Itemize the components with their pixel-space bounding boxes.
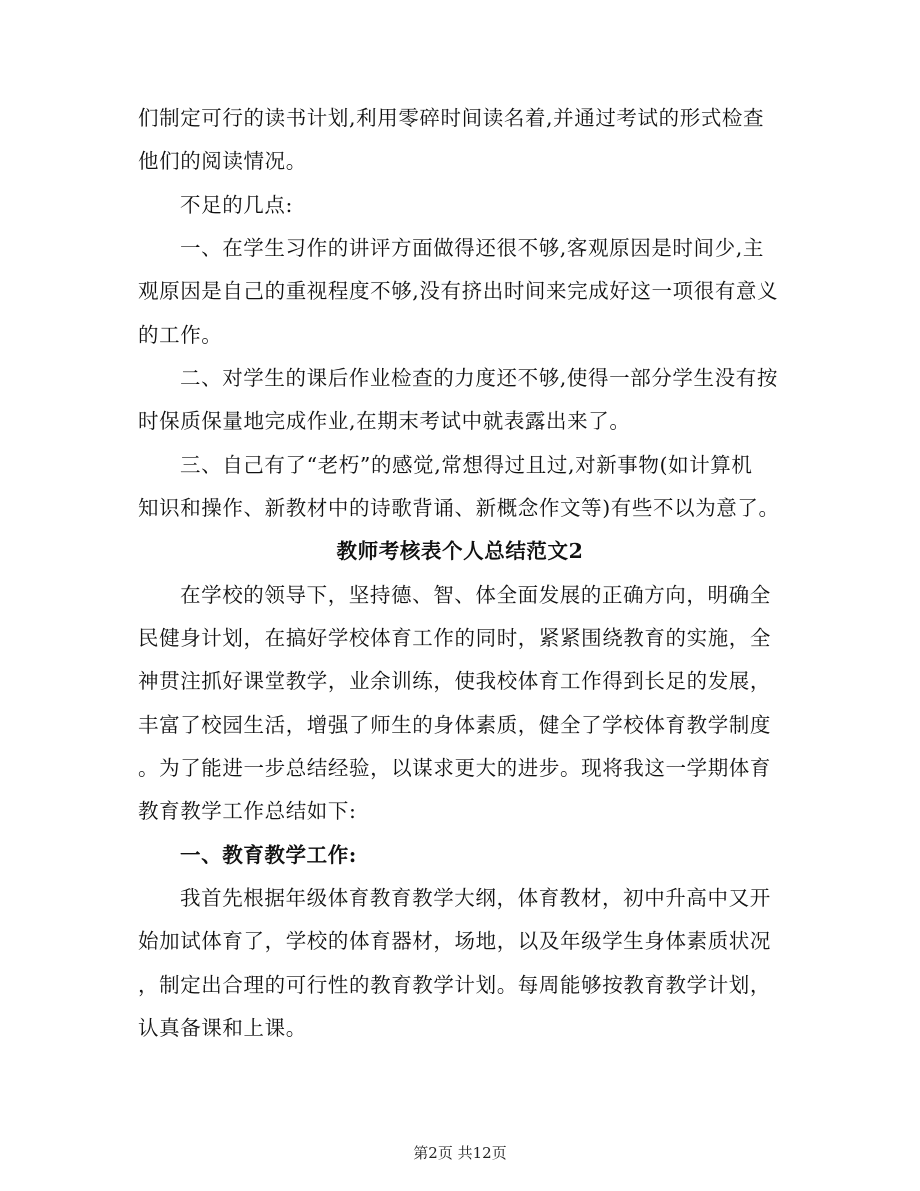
paragraph-line: 我首先根据年级体育教育教学大纲，体育教材，初中升高中又开 [180, 886, 771, 910]
page-footer: 第2页 共12页 [413, 1144, 507, 1162]
paragraph-line: 。为了能进一步总结经验，以谋求更大的进步。现将我这一学期体育 [138, 756, 771, 780]
paragraph-line: ，制定出合理的可行性的教育教学计划。每周能够按教育教学计划， [138, 973, 771, 997]
subsection-heading: 一、教育教学工作: [180, 843, 357, 867]
section-title: 教师考核表个人总结范文2 [336, 539, 584, 563]
paragraph-line: 知识和操作、新教材中的诗歌背诵、新概念作文等)有些不以为意了。 [138, 496, 780, 520]
paragraph-line: 一、在学生习作的讲评方面做得还很不够,客观原因是时间少,主 [180, 236, 764, 260]
paragraph-line: 在学校的领导下，坚持德、智、体全面发展的正确方向，明确全 [180, 583, 771, 607]
paragraph-line: 教育教学工作总结如下: [138, 799, 357, 823]
paragraph-line: 观原因是自己的重视程度不够,没有挤出时间来完成好这一项很有意义 [138, 279, 779, 303]
paragraph-line: 时保质保量地完成作业,在期末考试中就表露出来了。 [138, 409, 631, 433]
paragraph-line: 民健身计划，在搞好学校体育工作的同时，紧紧围绕教育的实施，全 [138, 626, 771, 650]
paragraph-line: 他们的阅读情况。 [138, 149, 307, 173]
paragraph-line: 的工作。 [138, 323, 223, 347]
paragraph-line: 二、对学生的课后作业检查的力度还不够,使得一部分学生没有按 [180, 366, 778, 390]
paragraph-line: 丰富了校园生活，增强了师生的身体素质，健全了学校体育教学制度 [138, 713, 771, 737]
paragraph-line: 始加试体育了，学校的体育器材，场地，以及年级学生身体素质状况 [138, 929, 771, 953]
paragraph-line: 认真备课和上课。 [138, 1016, 307, 1040]
paragraph-line: 不足的几点: [180, 193, 294, 217]
paragraph-line: 们制定可行的读书计划,利用零碎时间读名着,并通过考试的形式检查 [138, 106, 765, 130]
paragraph-line: 神贯注抓好课堂教学，业余训练，使我校体育工作得到长足的发展， [138, 669, 771, 693]
paragraph-line: 三、自己有了“老朽”的感觉,常想得过且过,对新事物(如计算机 [180, 453, 753, 477]
